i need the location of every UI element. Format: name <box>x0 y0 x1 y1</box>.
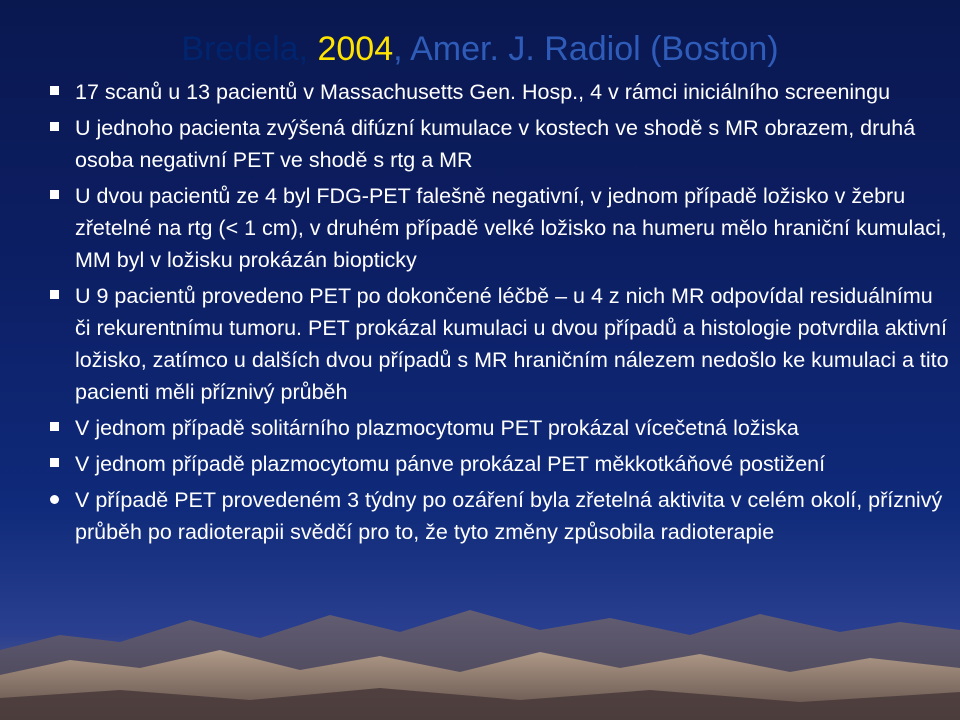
bullet-list <box>50 76 950 550</box>
square-bullet-icon <box>50 190 59 199</box>
bullet-text: U dvou pacientů ze 4 byl FDG-PET falešně negativní, v jednom případě ložisko v žebru zřetelné na rtg (< 1 cm), v druhém případě velké ložisko na humeru mělo hraniční kumulaci, MM byl v ložisku prokázán biopticky <box>75 184 947 272</box>
bullet-text: V jednom případě plazmocytomu pánve prokázal PET měkkotkáňové postižení <box>75 452 826 476</box>
title-year: 2004 <box>317 30 394 68</box>
bullet-text: 17 scanů u 13 pacientů v Massachusetts Gen. Hosp., 4 v rámci iniciálního screeningu <box>75 80 891 104</box>
bullet-item <box>50 280 950 408</box>
square-bullet-icon <box>50 86 59 95</box>
title-authors: Bredela, <box>181 30 318 68</box>
bullet-item <box>50 76 950 108</box>
square-bullet-icon <box>50 422 59 431</box>
square-bullet-icon <box>50 290 59 299</box>
bullet-text: V případě PET provedeném 3 týdny po ozáření byla zřetelná aktivita v celém okolí, příznivý průběh po radioterapii svědčí pro to, že tyto změny způsobila radioterapie <box>75 488 943 544</box>
bullet-text: U 9 pacientů provedeno PET po dokončené léčbě – u 4 z nich MR odpovídal residuálnímu či rekurentnímu tumoru. PET prokázal kumulaci u dvou případů a histologie potvrdila aktivní ložisko, zatímco u dalších dvou případů s MR hraničním nálezem nedošlo ke kumulaci a tito pacienti měli příznivý průběh <box>75 284 949 404</box>
slide-title <box>0 30 960 69</box>
bullet-item <box>50 412 950 444</box>
bullet-item <box>50 448 950 480</box>
title-citation: , Amer. J. Radiol (Boston) <box>393 30 779 68</box>
mountain-landscape <box>0 580 960 720</box>
bullet-text: U jednoho pacienta zvýšená difúzní kumulace v kostech ve shodě s MR obrazem, druhá osoba negativní PET ve shodě s rtg a MR <box>75 116 916 172</box>
bullet-text: V jednom případě solitárního plazmocytomu PET prokázal vícečetná ložiska <box>75 416 799 440</box>
square-bullet-icon <box>50 122 59 131</box>
bullet-item <box>50 484 950 548</box>
bullet-item <box>50 112 950 176</box>
bullet-item <box>50 180 950 276</box>
square-bullet-icon <box>50 458 59 467</box>
round-bullet-icon <box>50 495 59 504</box>
